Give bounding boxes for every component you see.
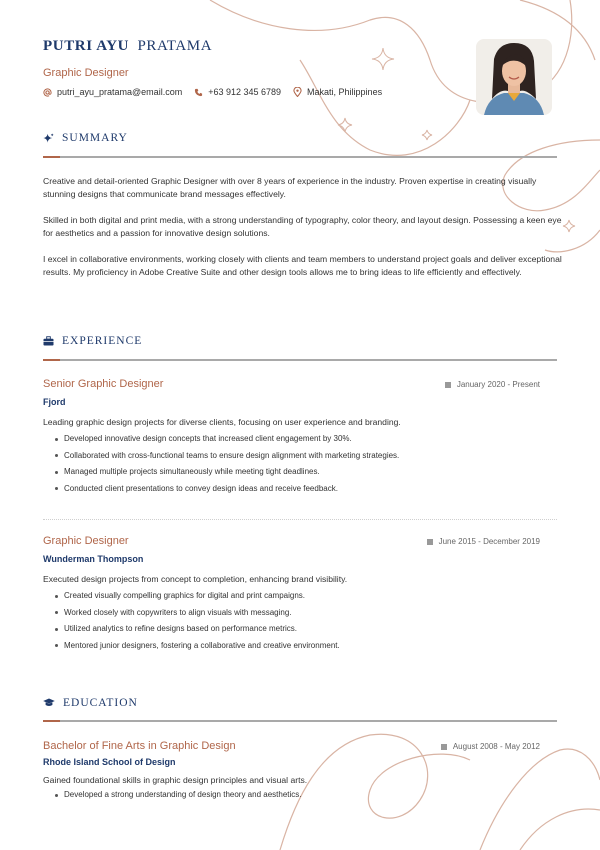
education-divider-accent xyxy=(43,720,60,722)
location-text: Makati, Philippines xyxy=(307,87,383,97)
experience-entry xyxy=(43,378,543,497)
contact-location xyxy=(293,87,382,97)
job-role: Graphic Designer xyxy=(43,535,129,547)
phone-icon xyxy=(194,88,203,97)
graduation-cap-icon xyxy=(43,698,55,708)
calendar-icon xyxy=(441,744,447,750)
list-item: Conducted client presentations to convey design ideas and receive feedback. xyxy=(43,481,543,498)
education-section-header xyxy=(43,697,557,709)
summary-paragraph-1: Creative and detail-oriented Graphic Designer with over 8 years of experience in the industry. Proven expertise in creating visually stunning designs that communicate brand messages effectively. xyxy=(43,176,537,199)
education-date xyxy=(441,742,540,751)
education-date-text: August 2008 - May 2012 xyxy=(452,742,540,751)
summary-section-header xyxy=(43,132,557,144)
briefcase-icon xyxy=(43,336,54,346)
summary-paragraph-2: Skilled in both digital and print media, with a strong understanding of typography, color theory, and layout design. Possessing a keen eye for aesthetics and a passion for innovative design solutions. xyxy=(43,215,562,238)
list-item: Created visually compelling graphics for digital and print campaigns. xyxy=(43,588,543,605)
job-bullets xyxy=(43,431,543,497)
education-entry xyxy=(43,740,543,804)
education-description: Gained foundational skills in graphic design principles and visual arts. xyxy=(43,775,308,785)
job-bullets xyxy=(43,588,543,654)
contact-row xyxy=(43,87,463,97)
company-name: Fjord xyxy=(43,397,66,407)
job-description: Leading graphic design projects for diverse clients, focusing on user experience and branding. xyxy=(43,417,401,427)
candidate-name xyxy=(43,38,463,55)
job-description: Executed design projects from concept to completion, enhancing brand visibility. xyxy=(43,574,348,584)
education-bullets xyxy=(43,787,543,804)
resume-header xyxy=(43,38,463,97)
job-role: Senior Graphic Designer xyxy=(43,378,164,390)
summary-paragraph-3: I excel in collaborative environments, working closely with clients and team members to understand project goals and deliver exceptional results. My proficiency in Adobe Creative Suite and other design tools allows me to bring ideas to life efficiently and effectively. xyxy=(43,254,562,277)
candidate-title: Graphic Designer xyxy=(43,67,129,79)
experience-section-header xyxy=(43,335,557,347)
education-divider xyxy=(43,720,557,722)
experience-divider xyxy=(43,359,557,361)
list-item: Managed multiple projects simultaneously while meeting tight deadlines. xyxy=(43,464,543,481)
list-item: Developed innovative design concepts that increased client engagement by 30%. xyxy=(43,431,543,448)
job-date-text: June 2015 - December 2019 xyxy=(438,537,540,546)
calendar-icon xyxy=(427,539,433,545)
profile-photo xyxy=(476,39,552,115)
school-name: Rhode Island School of Design xyxy=(43,757,176,767)
company-name: Wunderman Thompson xyxy=(43,554,144,564)
entry-separator xyxy=(43,519,557,520)
experience-heading: EXPERIENCE xyxy=(62,335,143,347)
contact-phone[interactable] xyxy=(194,87,281,97)
contact-email[interactable] xyxy=(43,87,182,97)
list-item: Mentored junior designers, fostering a collaborative and creative environment. xyxy=(43,638,543,655)
summary-divider xyxy=(43,156,557,158)
job-date xyxy=(445,380,540,389)
phone-text: +63 912 345 6789 xyxy=(208,87,282,97)
email-text: putri_ayu_pratama@email.com xyxy=(57,87,183,97)
degree-name: Bachelor of Fine Arts in Graphic Design xyxy=(43,740,236,752)
sparkle-icon xyxy=(43,133,54,144)
experience-entry xyxy=(43,535,543,654)
map-pin-icon xyxy=(293,87,302,97)
last-name: PRATAMA xyxy=(137,38,213,54)
summary-divider-accent xyxy=(43,156,60,158)
list-item: Collaborated with cross-functional teams to ensure design alignment with marketing strategies. xyxy=(43,448,543,465)
experience-divider-accent xyxy=(43,359,60,361)
list-item: Utilized analytics to refine designs based on performance metrics. xyxy=(43,621,543,638)
list-item: Worked closely with copywriters to align visuals with messaging. xyxy=(43,605,543,622)
first-name: PUTRI AYU xyxy=(43,38,130,54)
list-item: Developed a strong understanding of design theory and aesthetics. xyxy=(43,787,543,804)
summary-heading: SUMMARY xyxy=(62,132,128,144)
at-icon xyxy=(43,88,52,97)
job-date-text: January 2020 - Present xyxy=(456,380,540,389)
education-heading: EDUCATION xyxy=(63,697,138,709)
job-date xyxy=(427,537,540,546)
calendar-icon xyxy=(445,382,451,388)
